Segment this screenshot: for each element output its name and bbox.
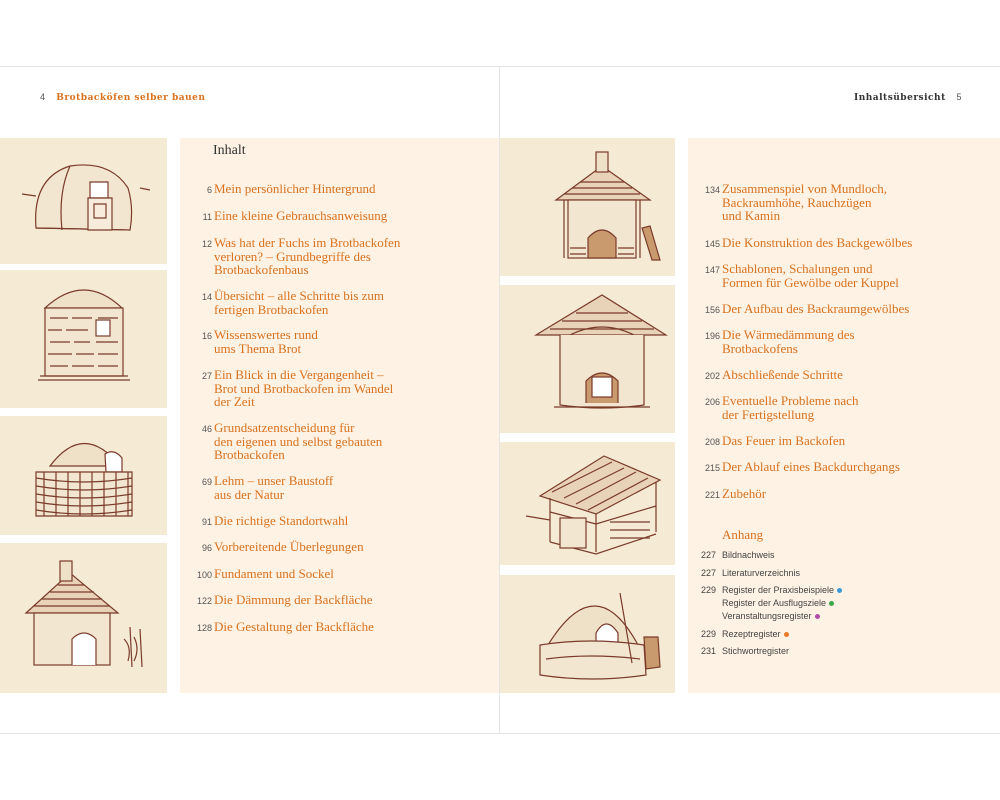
toc-page-number: 46 bbox=[201, 424, 212, 434]
appendix-page-number: 227 bbox=[700, 550, 716, 560]
ofen-unter-dach-sketch bbox=[500, 442, 675, 565]
kuppel-ofen-sketch bbox=[500, 575, 675, 693]
appendix-entry-title: Veranstaltungsregister bbox=[722, 611, 812, 621]
toc-entry-title: Die Konstruktion des Backgewölbes bbox=[722, 235, 913, 250]
toc-entry-title: Eventuelle Probleme nach der Fertigstellung bbox=[722, 393, 859, 422]
toc-entry-title: Schablonen, Schalungen und Formen für Gewölbe oder Kuppel bbox=[722, 261, 899, 290]
illustration-panel bbox=[0, 543, 167, 693]
toc-entry-title: Der Aufbau des Backraumgewölbes bbox=[722, 301, 910, 316]
ausflug-marker-dot bbox=[829, 601, 834, 606]
toc-page-number: 215 bbox=[704, 463, 720, 473]
appendix-entry-title: Literaturverzeichnis bbox=[722, 568, 801, 578]
appendix-page-number: 231 bbox=[700, 646, 716, 656]
appendix-entry-text bbox=[722, 646, 789, 656]
right-page-number: 5 bbox=[956, 92, 962, 102]
appendix-page-number: 229 bbox=[700, 629, 716, 639]
toc-page-number: 202 bbox=[704, 371, 720, 381]
illustration-panel bbox=[500, 285, 675, 433]
toc-page-number: 128 bbox=[196, 623, 212, 633]
toc-page-number: 206 bbox=[704, 397, 720, 407]
appendix-page-number: 227 bbox=[700, 568, 716, 578]
toc-entry-title: Lehm – unser Baustoff aus der Natur bbox=[214, 473, 334, 502]
ofen-mit-giebel-sketch bbox=[500, 285, 675, 433]
toc-page-number: 69 bbox=[201, 477, 212, 487]
toc-entry-title: Die Wärmedämmung des Brotbackofens bbox=[722, 327, 855, 356]
illustration-panel bbox=[0, 138, 167, 264]
left-running-header bbox=[40, 92, 205, 103]
appendix-entry-title: Register der Praxisbeispiele bbox=[722, 585, 835, 595]
right-running-header bbox=[854, 92, 962, 103]
stein-ofen-sketch bbox=[0, 270, 167, 408]
toc-page-number: 16 bbox=[201, 331, 212, 341]
appendix-entry-title: Register der Ausflugsziele bbox=[722, 598, 827, 608]
appendix-entry-text bbox=[722, 598, 834, 608]
appendix-entry-title: Bildnachweis bbox=[722, 550, 775, 560]
toc-page-number: 196 bbox=[704, 331, 720, 341]
appendix-entry-title: Rezeptregister bbox=[722, 629, 781, 639]
geflecht-ofen-sketch bbox=[0, 416, 167, 535]
toc-page-number: 14 bbox=[201, 292, 212, 302]
toc-page-number: 156 bbox=[704, 305, 720, 315]
toc-page-number: 91 bbox=[201, 517, 212, 527]
rezept-marker-dot bbox=[784, 632, 789, 637]
toc-heading: Inhalt bbox=[213, 143, 246, 158]
page-bottom-edge bbox=[0, 733, 1000, 734]
lehm-ofen-dome-sketch bbox=[0, 138, 167, 264]
illustration-panel bbox=[0, 270, 167, 408]
toc-entry-title: Die richtige Standortwahl bbox=[214, 513, 349, 528]
haus-ofen-sketch bbox=[0, 543, 167, 693]
toc-entry-title: Vorbereitende Überlegungen bbox=[214, 539, 364, 554]
toc-page-number: 147 bbox=[704, 265, 720, 275]
illustration-panel bbox=[500, 575, 675, 693]
appendix-entry-text bbox=[722, 568, 800, 578]
illustration-panel bbox=[500, 442, 675, 565]
toc-page-number: 145 bbox=[704, 239, 720, 249]
appendix-entry-text bbox=[722, 550, 775, 560]
toc-page-number: 11 bbox=[202, 212, 212, 222]
toc-entry-title: Abschließende Schritte bbox=[722, 367, 843, 382]
toc-page-number: 6 bbox=[206, 185, 212, 195]
toc-entry-title: Zubehör bbox=[722, 486, 767, 501]
toc-entry-title: Was hat der Fuchs im Brotbackofen verloren? – Grundbegriffe des Brotbackofenbaus bbox=[214, 235, 401, 277]
left-page-number: 4 bbox=[40, 92, 46, 102]
toc-page-number: 96 bbox=[201, 543, 212, 553]
appendix-page-number: 229 bbox=[700, 585, 716, 595]
appendix-entry-text bbox=[722, 585, 842, 595]
toc-entry-title: Die Dämmung der Backfläche bbox=[214, 592, 373, 607]
illustration-panel bbox=[500, 138, 675, 276]
appendix-entry-text bbox=[722, 611, 820, 621]
toc-page-number: 122 bbox=[196, 596, 212, 606]
illustration-panel bbox=[0, 416, 167, 535]
toc-page-number: 208 bbox=[704, 437, 720, 447]
appendix-heading: Anhang bbox=[722, 527, 764, 542]
appendix-entry-title: Stichwortregister bbox=[722, 646, 790, 656]
toc-page-number: 12 bbox=[201, 239, 212, 249]
toc-page-number: 100 bbox=[196, 570, 212, 580]
toc-page-number: 134 bbox=[704, 185, 720, 195]
toc-entry-title: Grundsatzentscheidung für den eigenen und selbst gebauten Brotbackofen bbox=[214, 420, 383, 462]
toc-entry-title: Fundament und Sockel bbox=[214, 566, 334, 581]
toc-entry-title: Das Feuer im Backofen bbox=[722, 433, 846, 448]
page-top-edge bbox=[0, 66, 1000, 67]
toc-entry-title: Der Ablauf eines Backdurchgangs bbox=[722, 459, 900, 474]
praxis-marker-dot bbox=[837, 588, 842, 593]
toc-entry-title: Wissenswertes rund ums Thema Brot bbox=[214, 327, 318, 356]
left-running-title: Brotbacköfen selber bauen bbox=[56, 93, 206, 103]
toc-entry-title: Mein persönlicher Hintergrund bbox=[214, 181, 376, 196]
toc-entry-title: Übersicht – alle Schritte bis zum fertigen Brotbackofen bbox=[214, 288, 385, 317]
toc-entry-title: Eine kleine Gebrauchsanweisung bbox=[214, 208, 388, 223]
toc-page-number: 221 bbox=[704, 490, 720, 500]
right-running-title: Inhaltsübersicht bbox=[853, 93, 946, 103]
toc-entry-title: Die Gestaltung der Backfläche bbox=[214, 619, 374, 634]
appendix-entry-text bbox=[722, 629, 789, 639]
toc-entry-title: Ein Blick in die Vergangenheit – Brot und Brotbackofen im Wandel der Zeit bbox=[214, 367, 394, 409]
ofen-mit-dach-sketch bbox=[500, 138, 675, 276]
veranstaltung-marker-dot bbox=[815, 614, 820, 619]
toc-entry-title: Zusammenspiel von Mundloch, Backraumhöhe, Rauchzügen und Kamin bbox=[722, 181, 888, 223]
toc-page-number: 27 bbox=[201, 371, 212, 381]
